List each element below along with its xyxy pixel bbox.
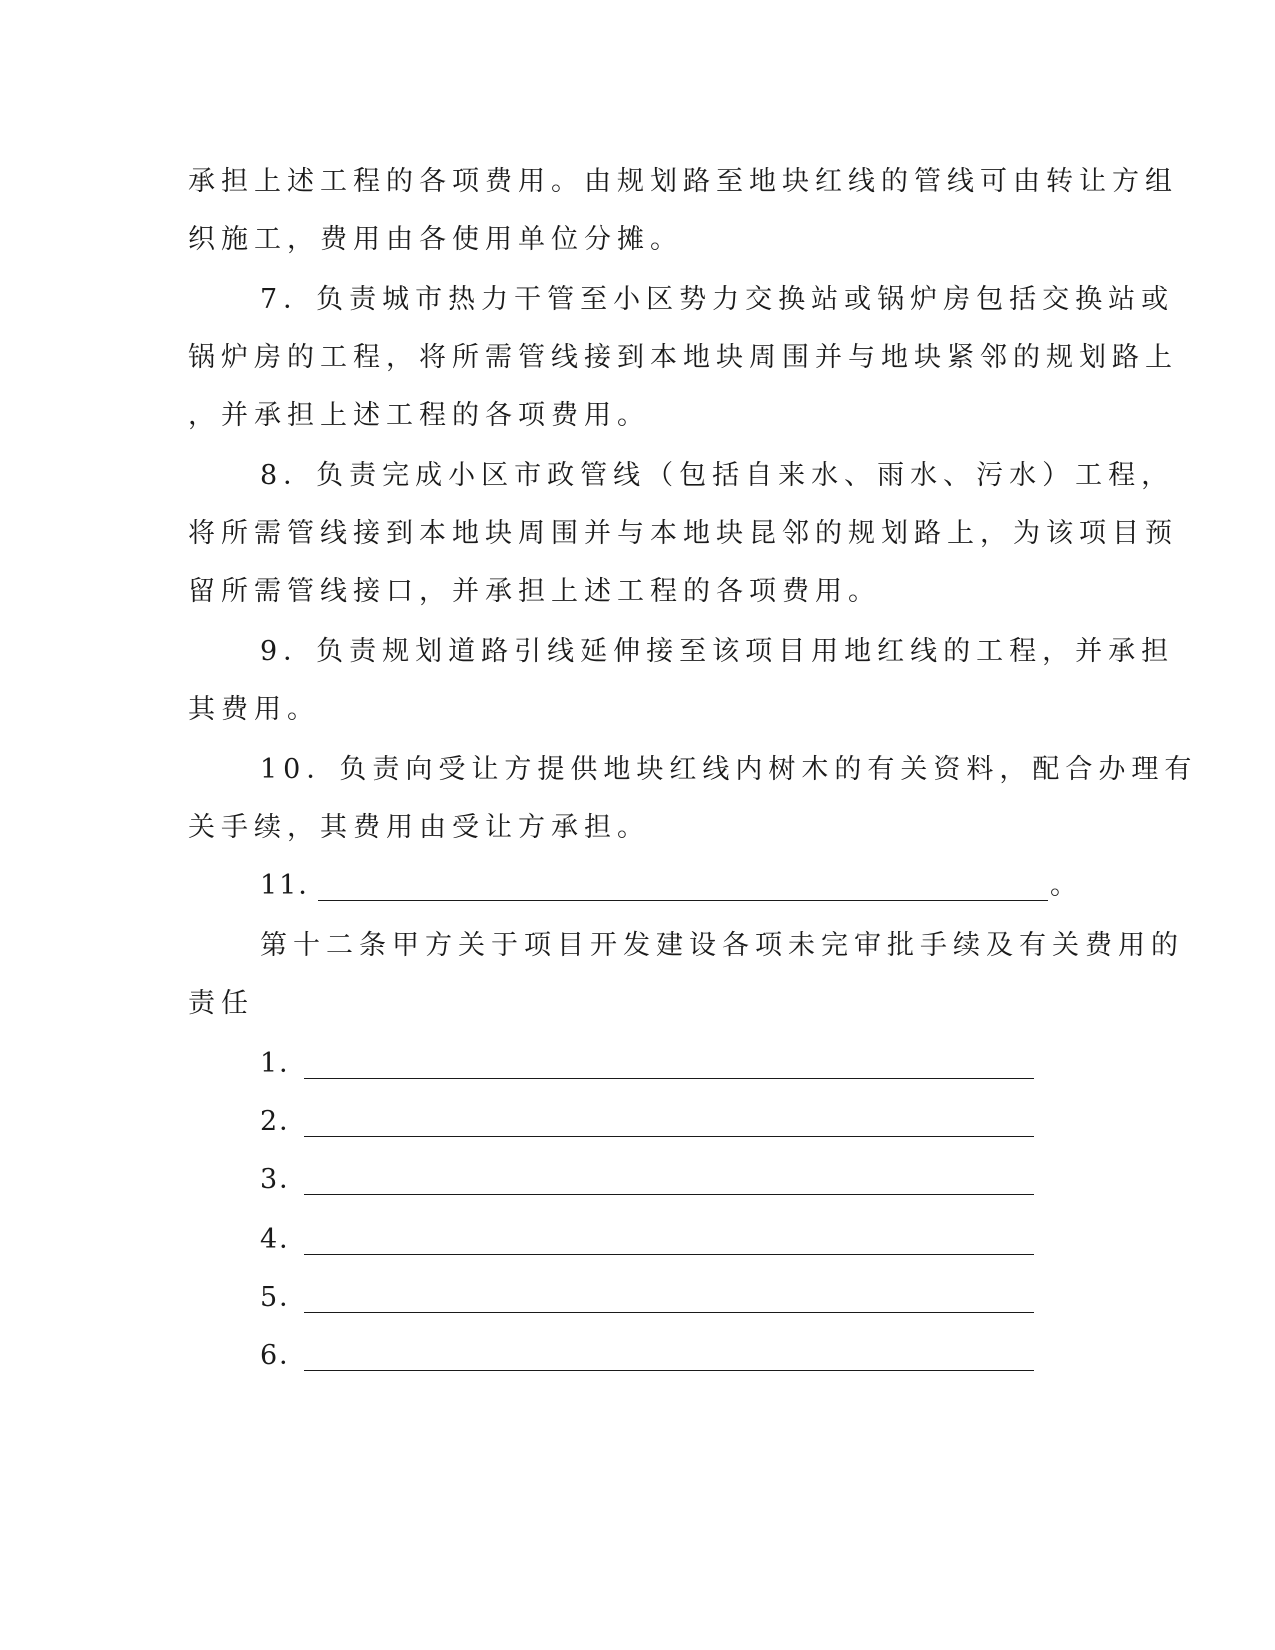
fill-in-blank[interactable] <box>304 1312 1034 1313</box>
article-12-heading-cont: 责任 <box>188 988 254 1019</box>
item-9-line: 9．负责规划道路引线延伸接至该项目用地红线的工程，并承担 <box>260 636 1175 667</box>
blank-item-2 <box>260 1104 1040 1140</box>
blank-item-number: 6． <box>260 1340 309 1371</box>
blank-item-6 <box>260 1338 1040 1374</box>
paragraph-line: 将所需管线接到本地块周围并与本地块昆邻的规划路上，为该项目预 <box>188 518 1178 549</box>
blank-item-number: 2． <box>260 1106 309 1137</box>
article-12-heading: 第十二条甲方关于项目开发建设各项未完审批手续及有关费用的 <box>260 930 1184 961</box>
paragraph-line: 其费用。 <box>188 694 320 725</box>
fill-in-blank[interactable] <box>304 1078 1034 1079</box>
fill-in-blank[interactable] <box>304 1370 1034 1371</box>
fill-in-blank[interactable] <box>304 1136 1034 1137</box>
fill-in-blank[interactable] <box>318 900 1048 901</box>
item-7-line: 7．负责城市热力干管至小区势力交换站或锅炉房包括交换站或 <box>260 284 1175 315</box>
blank-item-number: 3． <box>260 1164 309 1195</box>
item-11-end-mark: 。 <box>1050 870 1077 901</box>
blank-item-number: 1． <box>260 1048 309 1079</box>
blank-item-5 <box>260 1280 1040 1316</box>
paragraph-line: ，并承担上述工程的各项费用。 <box>188 400 650 431</box>
paragraph-line: 留所需管线接口，并承担上述工程的各项费用。 <box>188 576 881 607</box>
paragraph-line: 锅炉房的工程，将所需管线接到本地块周围并与地块紧邻的规划路上 <box>188 342 1178 373</box>
paragraph-line: 关手续，其费用由受让方承担。 <box>188 812 650 843</box>
item-11-number: 11． <box>260 870 328 901</box>
fill-in-blank[interactable] <box>304 1254 1034 1255</box>
blank-item-1 <box>260 1046 1040 1082</box>
blank-item-3 <box>260 1162 1040 1198</box>
item-8-line: 8．负责完成小区市政管线（包括自来水、雨水、污水）工程， <box>260 460 1175 491</box>
paragraph-line: 承担上述工程的各项费用。由规划路至地块红线的管线可由转让方组 <box>188 166 1178 197</box>
blank-item-number: 5． <box>260 1282 309 1313</box>
blank-item-4 <box>260 1222 1040 1258</box>
paragraph-line: 织施工，费用由各使用单位分摊。 <box>188 224 683 255</box>
item-10-line: 10．负责向受让方提供地块红线内树木的有关资料，配合办理有 <box>260 754 1198 785</box>
fill-in-blank[interactable] <box>304 1194 1034 1195</box>
item-11-row <box>260 868 1040 904</box>
blank-item-number: 4． <box>260 1224 309 1255</box>
